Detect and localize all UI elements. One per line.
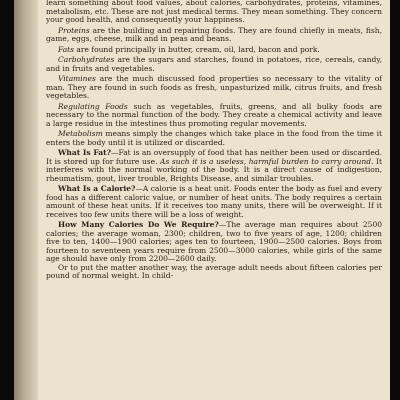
section-calories-required (46, 221, 382, 264)
fat-emphasis: As such it is a useless, harmful burden to carry around. (160, 156, 374, 166)
term-proteins: Proteins (58, 25, 90, 35)
fat-text-after: It interferes with the normal working of the body. It is a direct cause of indigestion, rheumatism, gout, liver trouble, Brights Disease, and similar troubles. (46, 156, 382, 183)
intro-paragraph (46, 0, 382, 25)
heading-calories-required: How Many Calories Do We Require? (58, 220, 219, 229)
book-page (14, 0, 390, 400)
fat-text-before: —Fat is an oversupply of food that has neither been used or discarded. It is stored up for future use. (46, 148, 382, 166)
page-gutter (14, 0, 38, 400)
term-regulating-foods: Regulating Foods (58, 101, 128, 111)
term-vitamines: Vitamines (58, 74, 96, 83)
calorie-text: —A calorie is a heat unit. Foods enter the body as fuel and every food has a different caloric value, or number of heat units. The body requires a certain amount of these heat units. If it receives too many units, there will be overweight. If it receives too few units there will be a loss of weight. (46, 184, 382, 219)
definition-proteins (46, 27, 382, 44)
definition-metabolism (46, 130, 382, 147)
definition-text-regulating-foods: such as vegetables, fruits, greens, and all bulky foods are necessary to the normal function of the body. They create a chemical activity and leave a large residue in the intestines thus promoting regular movements. (46, 101, 382, 128)
definition-vitamines (46, 75, 382, 101)
calories-required-text: —The average man requires about 2500 calories; the average woman, 2300; children, two to five years of age, 1200; children five to ten, 1400—1900 calories; ages ten to fourteen, 1900—2500 calories. Boys from fourteen to seventeen years require from 2500—3000 calories, while girls of the same age should have only from 2200—2600 daily. (46, 220, 382, 263)
definition-regulating-foods (46, 103, 382, 129)
heading-what-is-fat: What Is Fat? (58, 148, 111, 157)
definition-text-metabolism: means simply the changes which take place in the food from the time it enters the body until it is utilized or discarded. (46, 129, 382, 147)
closing-paragraph (46, 264, 382, 281)
definition-fats (46, 46, 382, 55)
definition-text-fats: are found principally in butter, cream, oil, lard, bacon and pork. (74, 44, 320, 54)
definition-text-proteins: are the building and repairing foods. They are found chiefly in meats, fish, game, eggs, cheese, milk and in peas and beans. (46, 25, 382, 43)
closing-text: Or to put the matter another way, the average adult needs about fifteen calories per pound of normal weight. In child- (46, 262, 382, 280)
definition-carbohydrates (46, 56, 382, 73)
intro-text: learn something about food values, about calories, carbohydrates, proteins, vitamines, metabolism, etc. These are not just medical terms. They mean something. They concern your good health, and consequently your happiness. (46, 0, 382, 24)
heading-what-is-calorie: What Is a Calorie? (58, 184, 136, 193)
section-what-is-calorie (46, 185, 382, 219)
definition-text-vitamines: are the much discussed food properties so necessary to the vitality of man. They are found in such foods as fresh, unpasturized milk, citrus fruits, and fresh vegetables. (46, 74, 382, 100)
term-metabolism: Metabolism (58, 129, 103, 138)
section-what-is-fat (46, 149, 382, 183)
term-carbohydrates: Carbohydrates (58, 55, 115, 64)
term-fats: Fats (58, 44, 75, 54)
definition-text-carbohydrates: are the sugars and starches, found in potatoes, rice, cereals, candy, and in fruits and vegetables. (46, 55, 382, 73)
